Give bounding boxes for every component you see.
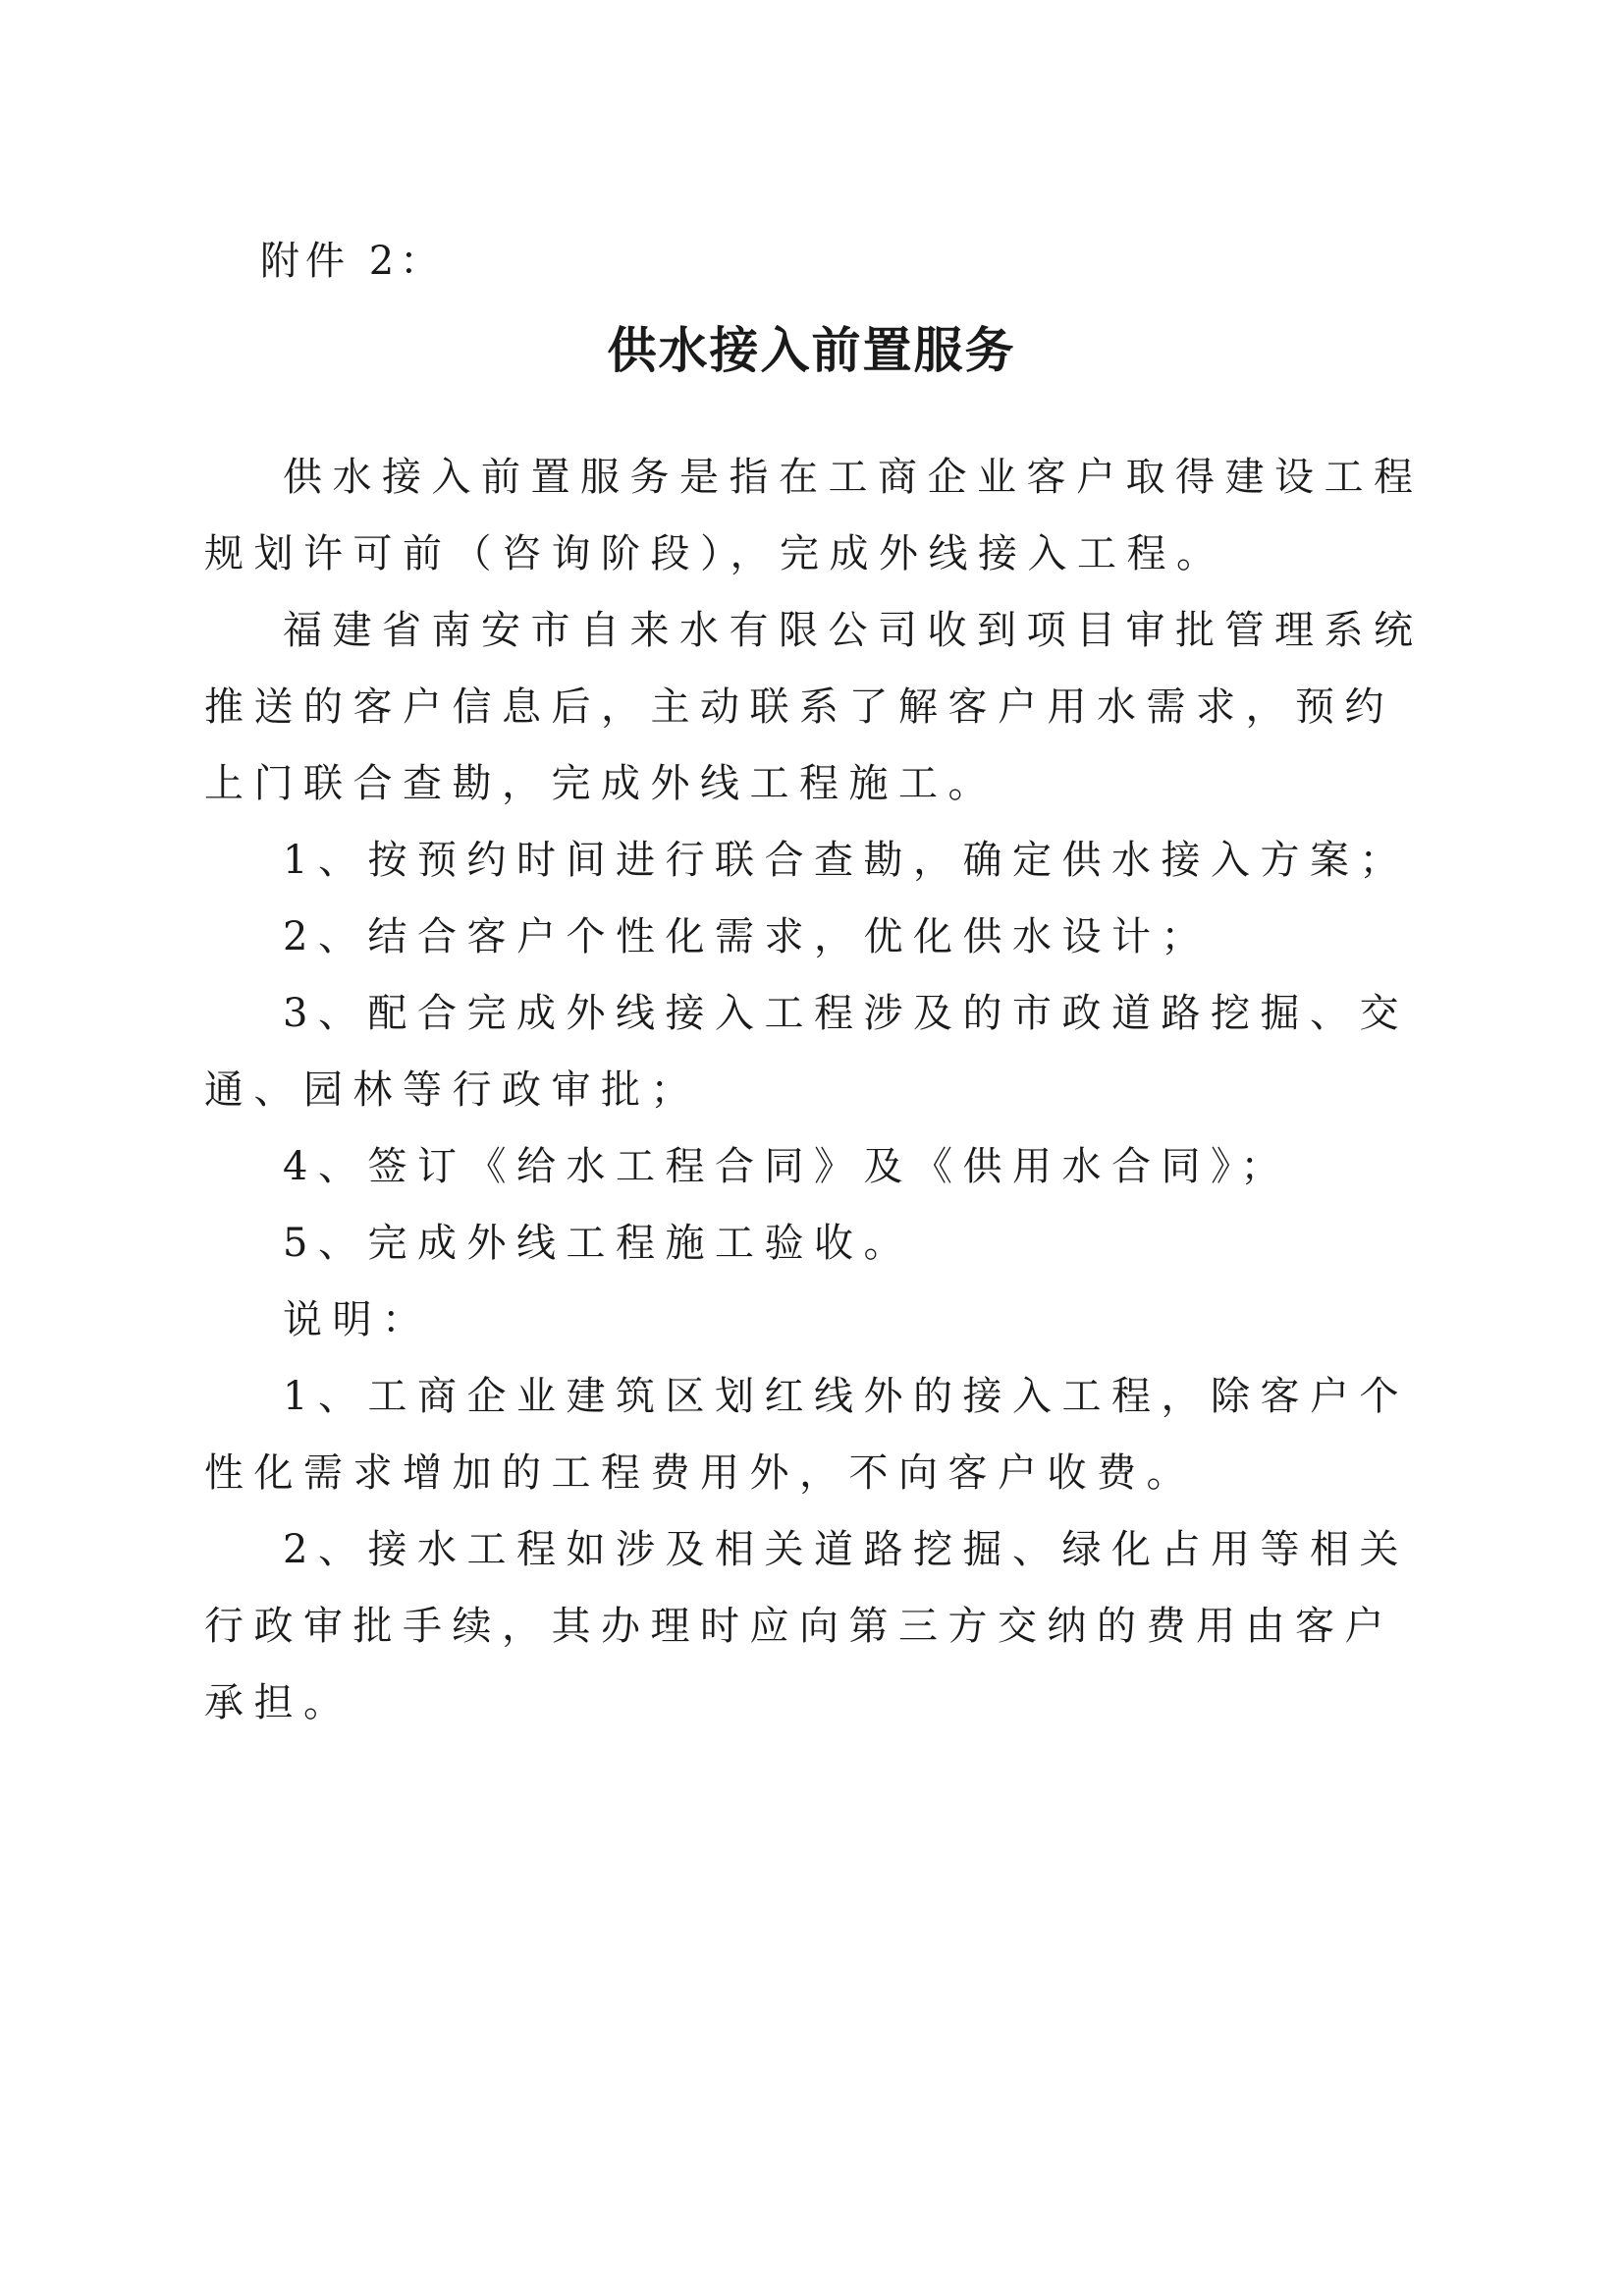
document-title: 供水接入前置服务: [607, 322, 1016, 379]
attachment-label: 附件 2：: [260, 239, 446, 284]
list-item-4: 4、签订《给水工程合同》及《供用水合同》；: [283, 1144, 1290, 1189]
list-item-5: 5、完成外线工程施工验收。: [283, 1221, 913, 1266]
list-item-2: 2、结合客户个性化需求，优化供水设计；: [283, 914, 1211, 959]
paragraph-definition: 供水接入前置服务是指在工商企业客户取得建设工程规划许可前（咨询阶段），完成外线接入工程。: [204, 455, 1424, 576]
note-item-1: 1、工商企业建筑区划红线外的接入工程，除客户个性化需求增加的工程费用外，不向客户收费。: [204, 1374, 1409, 1496]
list-item-1: 1、按预约时间进行联合查勘，确定供水接入方案；: [283, 838, 1409, 883]
document-body: [204, 439, 1432, 1741]
list-item-3: 3、配合完成外线接入工程涉及的市政道路挖掘、交通、园林等行政审批；: [204, 991, 1409, 1113]
paragraph-process: 福建省南安市自来水有限公司收到项目审批管理系统推送的客户信息后，主动联系了解客户用水需求，预约上门联合查勘，完成外线工程施工。: [204, 608, 1424, 806]
notes-heading: 说明：: [283, 1297, 432, 1342]
note-item-2: 2、接水工程如涉及相关道路挖掘、绿化占用等相关行政审批手续，其办理时应向第三方交纳的费用由客户承担。: [204, 1527, 1409, 1725]
